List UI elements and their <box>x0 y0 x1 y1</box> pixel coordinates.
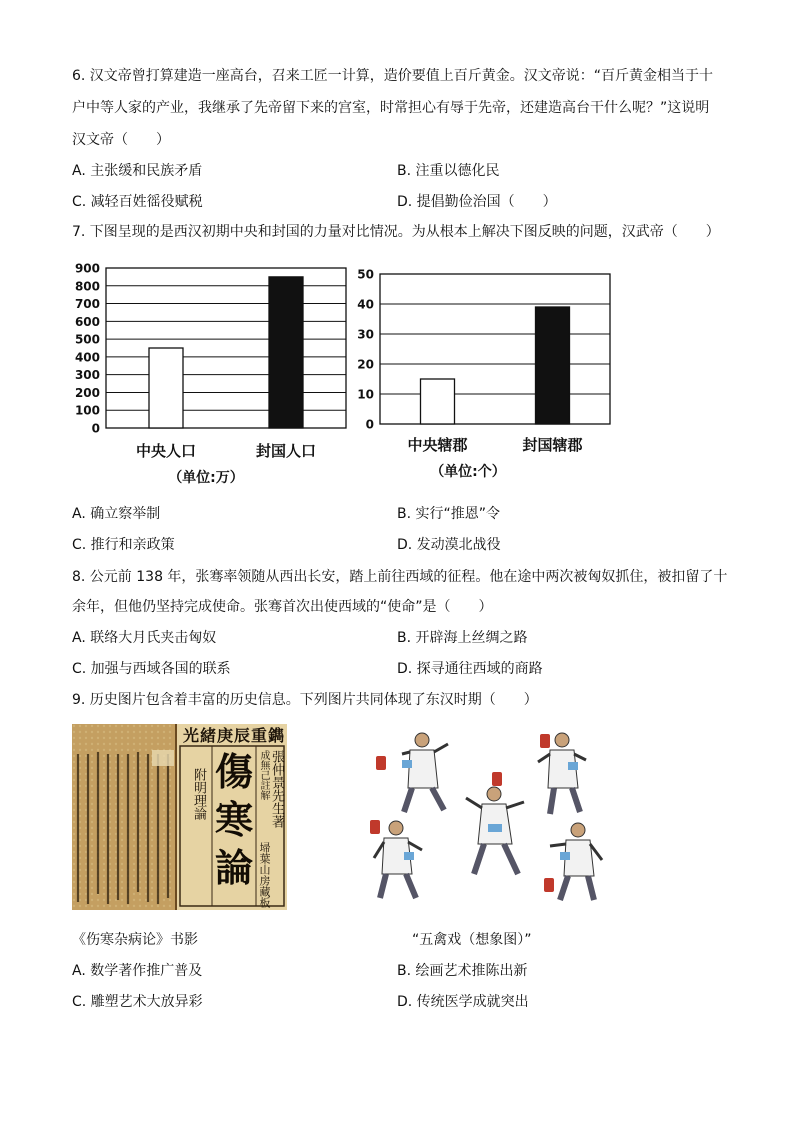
book-author-text: 張仲景先生著 <box>269 750 284 828</box>
population-chart-y-tick-label: 500 <box>74 332 100 347</box>
population-chart-category-label: 中央人口 <box>135 442 197 460</box>
population-chart-y-tick-label: 0 <box>91 421 100 436</box>
book-title-char-2: 寒 <box>214 797 253 842</box>
q6-stem-line-3: 汉文帝（ ） <box>72 132 170 148</box>
q6-option-d[interactable]: D. 提倡勤俭治国（ ） <box>397 194 557 210</box>
q6-option-a[interactable]: A. 主张缓和民族矛盾 <box>72 163 203 179</box>
commandery-chart-y-tick-label: 20 <box>357 357 374 372</box>
q9-stem: 9. 历史图片包含着丰富的历史信息。下列图片共同体现了东汉时期（ ） <box>72 692 538 708</box>
commandery-chart-y-tick-label: 50 <box>357 267 374 282</box>
commandery-chart-category-label: 封国辖郡 <box>522 436 583 454</box>
population-chart-bar-1 <box>149 348 183 428</box>
population-chart-plot-frame <box>106 268 346 428</box>
book-title-char-3: 論 <box>214 845 253 890</box>
commandery-chart-bar-1 <box>421 379 455 424</box>
population-chart-y-tick-label: 600 <box>74 314 100 329</box>
book-title-char-1: 傷 <box>214 749 253 794</box>
population-chart-y-tick-label: 300 <box>74 368 100 383</box>
commandery-chart-category-label: 中央辖郡 <box>407 436 468 454</box>
q8-option-b[interactable]: B. 开辟海上丝绸之路 <box>397 630 528 646</box>
q7-stem: 7. 下图呈现的是西汉初期中央和封国的力量对比情况。为从根本上解决下图反映的问题，汉武帝（ ） <box>72 224 720 240</box>
book-bottom-text: 埽葉山房藏板 <box>258 842 271 908</box>
population-chart-y-tick-label: 200 <box>74 385 100 400</box>
q6-stem-line-2: 户中等人家的产业，我继承了先帝留下来的宫室，时常担心有辱于先帝，还建造高台干什么呢？”这说明 <box>72 100 710 116</box>
figure-center <box>466 787 524 874</box>
q9-option-b[interactable]: B. 绘画艺术推陈出新 <box>397 963 528 979</box>
commandery-chart-bar-2 <box>536 307 570 424</box>
population-chart-y-tick-label: 700 <box>74 297 100 312</box>
q8-option-c[interactable]: C. 加强与西域各国的联系 <box>72 661 231 677</box>
commandery-chart-y-tick-label: 10 <box>357 387 374 402</box>
book-side-text: 附明理論 <box>191 768 206 820</box>
commandery-chart-unit-label: （单位:个） <box>430 464 506 480</box>
q9-option-a[interactable]: A. 数学著作推广普及 <box>72 963 203 979</box>
q7-option-a[interactable]: A. 确立察举制 <box>72 506 161 522</box>
shanghan-book-image <box>72 724 287 910</box>
q6-option-b[interactable]: B. 注重以德化民 <box>397 163 500 179</box>
population-chart-category-label: 封国人口 <box>255 442 317 460</box>
book-title <box>214 748 254 892</box>
figure-top-left <box>402 733 448 812</box>
q6-stem-line-1: 6. 汉文帝曾打算建造一座高台，召来工匠一计算，造价要值上百斤黄金。汉文帝说：“百斤黄金相当于十 <box>72 68 714 84</box>
population-chart-unit-label: （单位:万） <box>168 470 244 486</box>
commandery-bar-chart <box>340 258 630 488</box>
q6-option-c[interactable]: C. 减轻百姓徭役赋税 <box>72 194 203 210</box>
q8-stem-line-2: 余年，但他仍坚持完成使命。张骞首次出使西域的“使命”是（ ） <box>72 599 493 615</box>
population-bar-chart <box>62 258 362 488</box>
commandery-chart-y-tick-label: 30 <box>357 327 374 342</box>
q7-option-d[interactable]: D. 发动漠北战役 <box>397 537 501 553</box>
q8-option-d[interactable]: D. 探寻通往西域的商路 <box>397 661 543 677</box>
commandery-chart-y-tick-label: 40 <box>357 297 374 312</box>
book-author2-text: 成無己註解 <box>258 750 269 800</box>
population-chart-y-tick-label: 400 <box>74 350 100 365</box>
figure-bottom-right <box>550 823 602 900</box>
figure-bottom-left <box>374 821 422 898</box>
q8-option-a[interactable]: A. 联络大月氏夹击匈奴 <box>72 630 217 646</box>
commandery-chart-plot-frame <box>380 274 610 424</box>
book-header-text: 光緒庚辰重鐫 <box>182 726 285 745</box>
q7-option-b[interactable]: B. 实行“推恩”令 <box>397 506 501 522</box>
population-chart-y-tick-label: 900 <box>74 261 100 276</box>
wuqinxi-illustration <box>368 724 638 916</box>
commandery-chart-y-tick-label: 0 <box>365 417 374 432</box>
population-chart-bar-2 <box>269 277 303 428</box>
book-caption: 《伤寒杂病论》书影 <box>72 932 198 948</box>
q7-option-c[interactable]: C. 推行和亲政策 <box>72 537 175 553</box>
wuqinxi-caption: “五禽戏（想象图）” <box>412 932 532 948</box>
q8-stem-line-1: 8. 公元前 138 年，张骞率领随从西出长安，踏上前往西域的征程。他在途中两次被匈奴抓住，被扣留了十 <box>72 569 728 585</box>
q9-option-d[interactable]: D. 传统医学成就突出 <box>397 994 529 1010</box>
q9-option-c[interactable]: C. 雕塑艺术大放异彩 <box>72 994 203 1010</box>
population-chart-y-tick-label: 800 <box>74 279 100 294</box>
population-chart-y-tick-label: 100 <box>74 403 100 418</box>
